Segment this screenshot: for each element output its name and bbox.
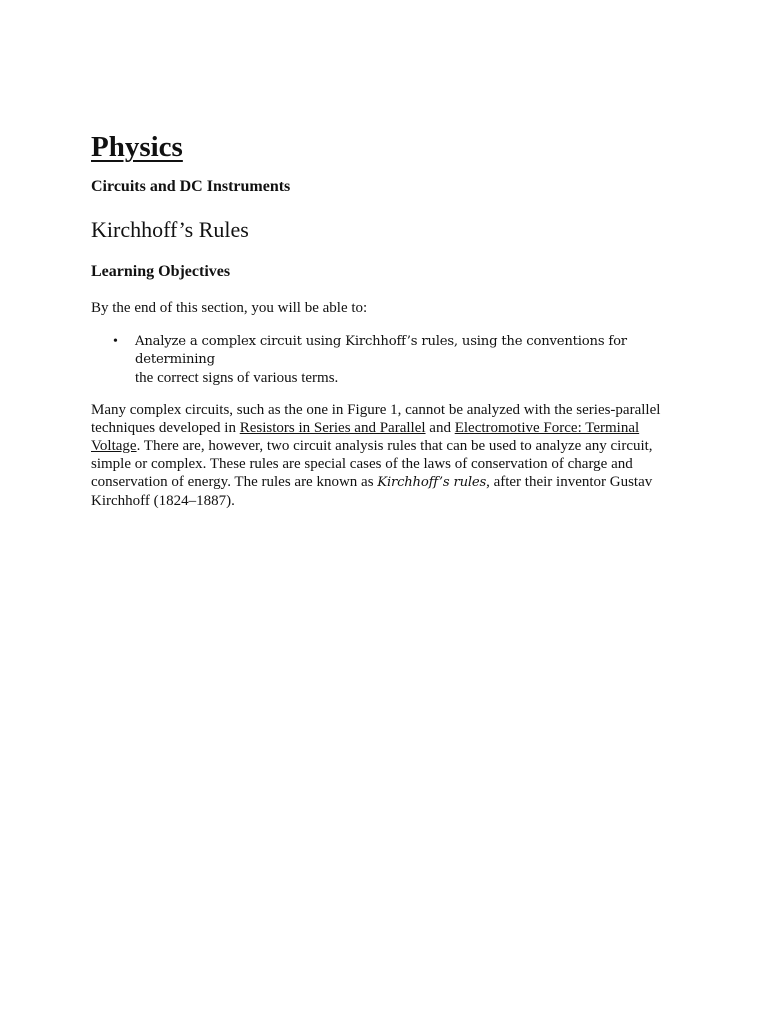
objective-item <box>113 333 681 388</box>
objective-line-1: Analyze a complex circuit using Kirchhoff’s rules, using the conventions for determining <box>135 334 627 367</box>
paragraph-text-4: , after their inventor Gustav Kirchhoff (1824–1887). <box>91 474 653 509</box>
link-resistors-in-series-and-parallel[interactable]: Resistors in Series and Parallel <box>239 420 426 436</box>
objectives-list <box>91 333 681 388</box>
section-title: Kirchhoff’s Rules <box>91 217 249 242</box>
paragraph-text-2: and <box>425 420 455 436</box>
chapter-heading: Circuits and DC Instruments <box>91 178 291 195</box>
link-electromotive-force-terminal-voltage[interactable]: Electromotive Force: Terminal Voltage <box>91 420 640 454</box>
intro-text: By the end of this section, you will be able to: <box>91 300 368 316</box>
kirchhoffs-rules-emphasis: Kirchhoff’s rules <box>377 475 487 490</box>
objective-line-2: the correct signs of various terms. <box>135 370 339 386</box>
paragraph-text-3: . There are, however, two circuit analysis rules that can be used to analyze any circuit, simple or complex. These rules are special cases of the laws of conservation of charge and conservation of energy. The rules are known as <box>91 438 653 490</box>
learning-objectives-heading: Learning Objectives <box>91 263 231 280</box>
document-page <box>91 128 681 510</box>
document-title: Physics <box>91 131 183 163</box>
body-paragraph <box>91 401 681 510</box>
paragraph-text-1: Many complex circuits, such as the one in Figure 1, cannot be analyzed with the series-parallel techniques developed in <box>91 402 661 436</box>
bullet-icon: • <box>113 334 118 349</box>
